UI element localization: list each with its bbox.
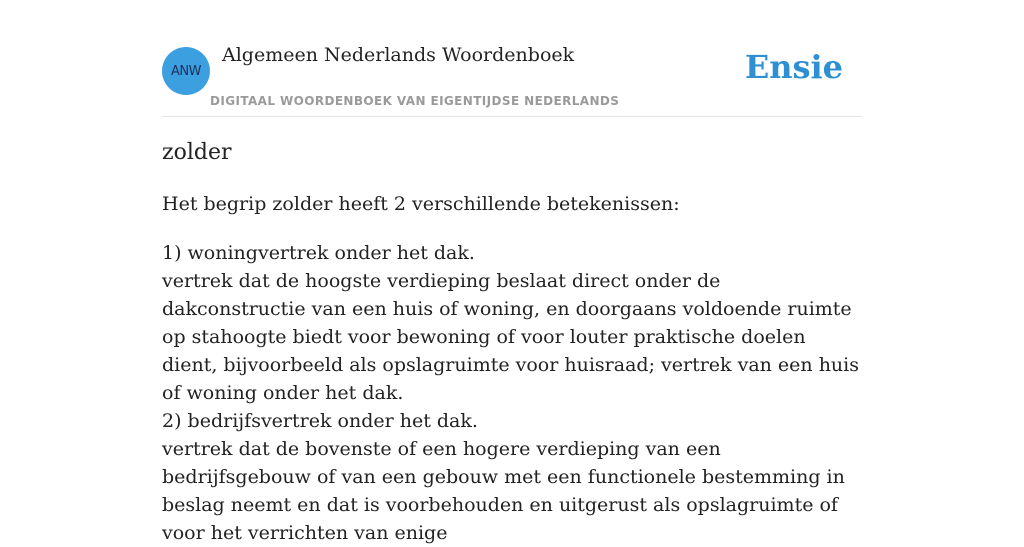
ensie-logo[interactable]: Ensie: [744, 48, 843, 86]
entry-intro: Het begrip zolder heeft 2 verschillende betekenissen:: [162, 193, 680, 215]
site-subtitle: DIGITAAL WOORDENBOEK VAN EIGENTIJDSE NEDERLANDS: [210, 94, 620, 108]
anw-logo[interactable]: ANW: [162, 47, 210, 95]
site-title[interactable]: Algemeen Nederlands Woordenboek: [222, 44, 575, 66]
entry-word: zolder: [162, 140, 232, 165]
meaning-heading: 1) woningvertrek onder het dak.: [162, 242, 475, 264]
meaning-definition: vertrek dat de hoogste verdieping beslaat direct onder de dakconstructie van een huis of woning, en doorgaans voldoende ruimte op stahoogte biedt voor bewoning of voor louter praktische doelen dient, bijvoorbeeld als opslagruimte voor huisraad; vertrek van een huis of woning onder het dak.: [162, 270, 859, 404]
meaning-definition: vertrek dat de bovenste of een hogere verdieping van een bedrijfsgebouw of van een gebouw met een functionele bestemming in beslag neemt en dat is voorbehouden en uitgerust als opslagruimte of voor het verrichten van enige: [162, 438, 845, 544]
meaning-2: [162, 407, 862, 547]
site-header: [162, 0, 862, 117]
meaning-1: [162, 239, 862, 407]
meaning-heading: 2) bedrijfsvertrek onder het dak.: [162, 410, 478, 432]
